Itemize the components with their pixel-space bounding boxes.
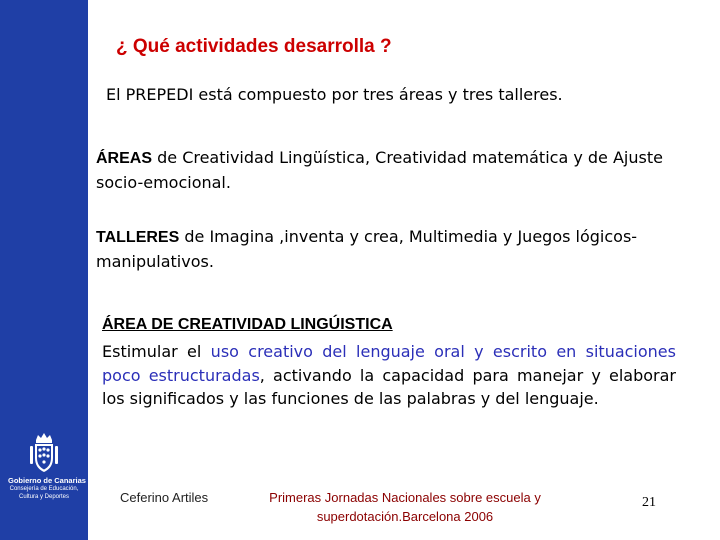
coat-of-arms-icon xyxy=(27,432,61,474)
areas-label: ÁREAS xyxy=(96,150,153,167)
logo-subtitle-line1: Consejería de Educación, xyxy=(9,486,79,492)
section-body xyxy=(102,340,676,411)
sidebar xyxy=(0,0,88,540)
slide-title: ¿ Qué actividades desarrolla ? xyxy=(116,36,392,57)
section-heading: ÁREA DE CREATIVIDAD LINGÚISTICA xyxy=(102,316,393,333)
section-body-start: Estimular el xyxy=(102,342,211,361)
section-body-end: , activando la capacidad para manejar y elaborar los significados y las funciones de las palabras y del lenguaje. xyxy=(102,365,676,408)
areas-paragraph xyxy=(96,146,696,195)
page-number: 21 xyxy=(642,495,656,510)
intro-text: El PREPEDI está compuesto por tres áreas y tres talleres. xyxy=(106,85,563,104)
section-body-highlight: uso creativo del lenguaje oral y escrito en situaciones poco estructuradas xyxy=(102,342,676,385)
footer-author: Ceferino Artiles xyxy=(120,490,209,505)
logo-name: Gobierno de Canarias xyxy=(8,476,86,485)
areas-text: de Creatividad Lingüística, Creatividad matemática y de Ajuste socio-emocional. xyxy=(96,148,663,192)
gobierno-canarias-logo xyxy=(8,432,86,522)
talleres-paragraph xyxy=(96,225,696,274)
talleres-label: TALLERES xyxy=(96,229,180,246)
footer-event: Primeras Jornadas Nacionales sobre escuela y superdotación.Barcelona 2006 xyxy=(269,490,541,524)
logo-subtitle-line2: Cultura y Deportes xyxy=(18,494,70,500)
talleres-text: de Imagina ,inventa y crea, Multimedia y Juegos lógicos-manipulativos. xyxy=(96,227,638,271)
